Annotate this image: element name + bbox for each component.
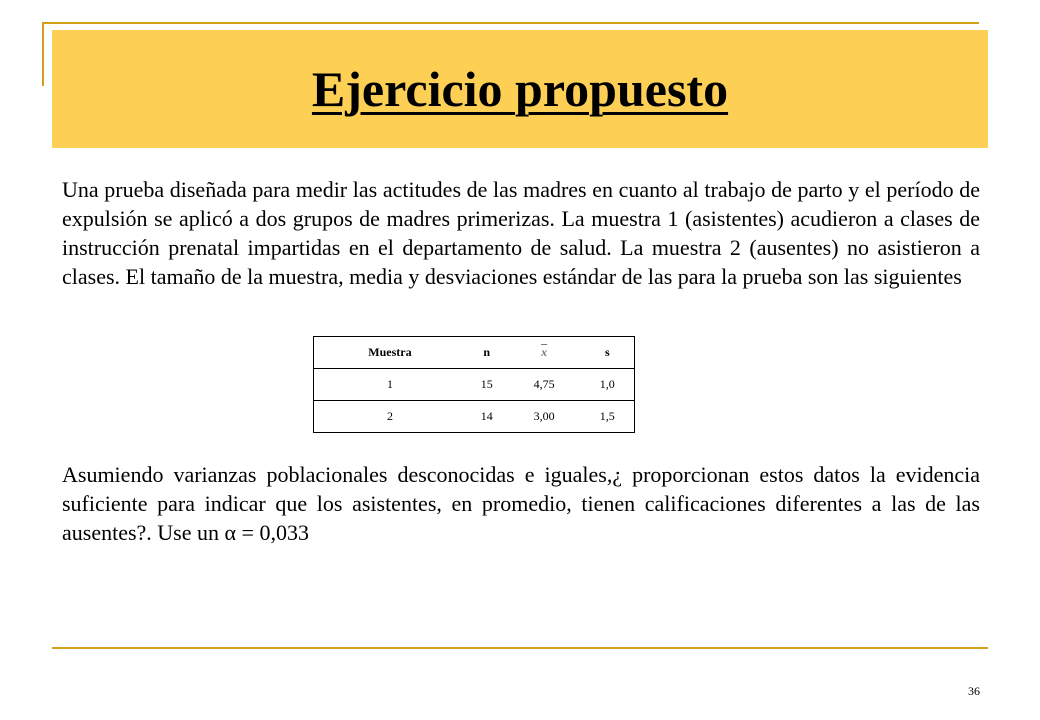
table-cell: 1,0 <box>581 369 635 401</box>
title-band <box>52 30 988 148</box>
page-number: 36 <box>968 684 980 698</box>
header-s: s <box>581 337 635 369</box>
table-header-row <box>314 337 635 369</box>
question-statement: Asumiendo varianzas poblacionales desconocidas e iguales,¿ proporcionan estos datos la evidencia suficiente para indicar que los asistentes, en promedio, tienen calificaciones diferentes a las de las ausentes?. Use un α = 0,033 <box>62 462 980 545</box>
problem-statement: Una prueba diseñada para medir las actitudes de las madres en cuanto al trabajo de parto y el período de expulsión se aplicó a dos grupos de madres primerizas. La muestra 1 (asistentes) acudieron a clases de instrucción prenatal impartidas en el departamento de salud. La muestra 2 (ausentes) no asistieron a clases. El tamaño de la muestra, media y desviaciones estándar de las para la prueba son las siguientes <box>62 177 980 289</box>
table-cell: 14 <box>466 401 508 433</box>
header-n: n <box>466 337 508 369</box>
table-cell: 4,75 <box>508 369 581 401</box>
table-cell: 1 <box>314 369 466 401</box>
header-mean-symbol: $\overline{x}$ <box>541 345 548 359</box>
table-row <box>314 401 635 433</box>
left-rule <box>42 22 44 86</box>
table-row <box>314 369 635 401</box>
table-cell: 15 <box>466 369 508 401</box>
table-cell: 2 <box>314 401 466 433</box>
bottom-rule <box>52 647 988 649</box>
top-rule <box>42 22 979 24</box>
table-cell: 3,00 <box>508 401 581 433</box>
header-mean <box>508 337 581 369</box>
data-table <box>313 336 635 433</box>
slide-title: Ejercicio propuesto <box>311 61 729 117</box>
table-cell: 1,5 <box>581 401 635 433</box>
header-muestra: Muestra <box>314 337 466 369</box>
